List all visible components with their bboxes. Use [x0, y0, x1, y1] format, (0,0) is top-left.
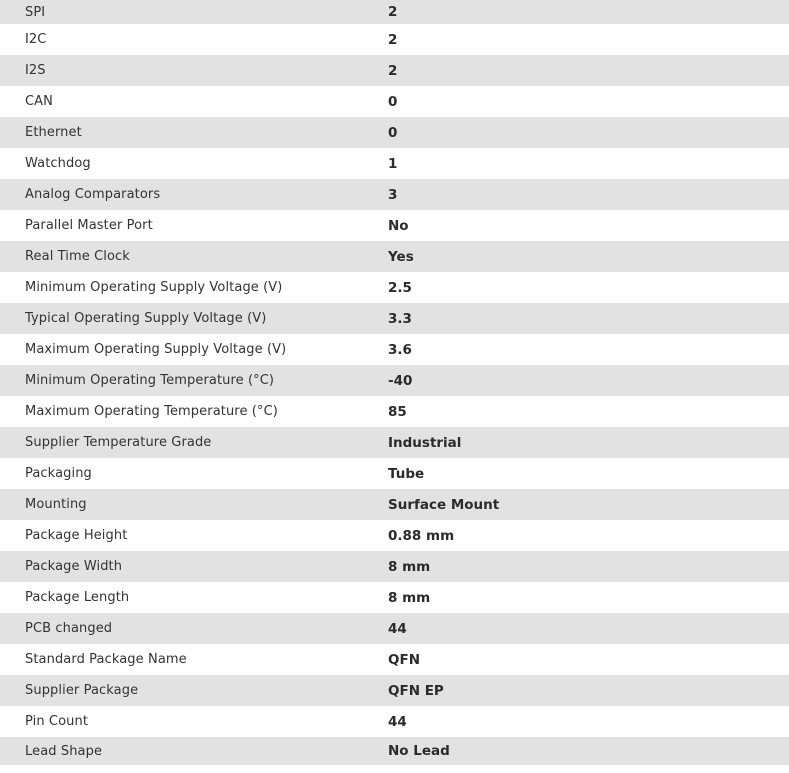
table-row: [0, 86, 789, 117]
spec-name: Supplier Package: [25, 683, 139, 698]
spec-name: Minimum Operating Supply Voltage (V): [25, 280, 283, 295]
spec-value: No Lead: [388, 743, 450, 759]
table-row: [0, 582, 789, 613]
spec-value: 44: [388, 713, 407, 730]
spec-value: Tube: [388, 465, 425, 482]
spec-value: 44: [388, 620, 407, 637]
spec-value: Industrial: [388, 434, 462, 451]
spec-value: 0: [388, 93, 398, 110]
table-row: [0, 365, 789, 396]
spec-name: Mounting: [25, 497, 87, 512]
spec-name: Supplier Temperature Grade: [25, 435, 212, 450]
spec-value: 2: [388, 62, 398, 79]
table-row: [0, 117, 789, 148]
spec-value: 8 mm: [388, 558, 431, 575]
table-row: [0, 179, 789, 210]
spec-name: CAN: [25, 94, 53, 109]
table-row: [0, 241, 789, 272]
spec-value: 8 mm: [388, 589, 431, 606]
table-row: [0, 334, 789, 365]
table-row: [0, 737, 789, 765]
table-row: [0, 458, 789, 489]
spec-name: Minimum Operating Temperature (°C): [25, 373, 275, 388]
spec-name: I2C: [25, 32, 47, 47]
spec-value: No: [388, 217, 409, 234]
spec-name: Package Height: [25, 528, 128, 543]
table-row: [0, 551, 789, 582]
table-row: [0, 24, 789, 55]
spec-value: Yes: [388, 248, 414, 265]
spec-value: 2: [388, 31, 398, 48]
spec-name: SPI: [25, 4, 46, 20]
table-row: [0, 706, 789, 737]
spec-name: Real Time Clock: [25, 249, 130, 264]
spec-value: 2: [388, 4, 398, 20]
spec-value: -40: [388, 372, 413, 389]
spec-value: QFN: [388, 651, 420, 668]
spec-name: Package Width: [25, 559, 123, 574]
table-row: [0, 210, 789, 241]
table-row: [0, 644, 789, 675]
table-row: [0, 303, 789, 334]
table-row: [0, 520, 789, 551]
spec-value: 1: [388, 155, 398, 172]
spec-value: 2.5: [388, 279, 412, 296]
spec-value: QFN EP: [388, 682, 444, 699]
spec-value: 3.3: [388, 310, 412, 327]
spec-value: 3: [388, 186, 398, 203]
spec-name: Maximum Operating Temperature (°C): [25, 404, 278, 419]
spec-name: Maximum Operating Supply Voltage (V): [25, 342, 287, 357]
spec-name: Parallel Master Port: [25, 218, 153, 233]
spec-name: I2S: [25, 63, 46, 78]
table-row: [0, 427, 789, 458]
table-row: [0, 675, 789, 706]
table-row: [0, 396, 789, 427]
table-row: [0, 0, 789, 24]
spec-name: Watchdog: [25, 156, 91, 171]
spec-name: Typical Operating Supply Voltage (V): [25, 311, 267, 326]
spec-name: Standard Package Name: [25, 652, 187, 667]
spec-value: Surface Mount: [388, 496, 500, 513]
spec-value: 3.6: [388, 341, 412, 358]
spec-name: Lead Shape: [25, 743, 103, 759]
table-row: [0, 55, 789, 86]
table-row: [0, 613, 789, 644]
spec-value: 0.88 mm: [388, 527, 455, 544]
spec-value: 0: [388, 124, 398, 141]
spec-value: 85: [388, 403, 407, 420]
spec-name: Analog Comparators: [25, 187, 161, 202]
table-row: [0, 489, 789, 520]
spec-name: Ethernet: [25, 125, 82, 140]
table-row: [0, 148, 789, 179]
spec-name: Pin Count: [25, 714, 89, 729]
spec-name: Packaging: [25, 466, 92, 481]
table-row: [0, 272, 789, 303]
spec-name: Package Length: [25, 590, 130, 605]
spec-name: PCB changed: [25, 621, 113, 636]
